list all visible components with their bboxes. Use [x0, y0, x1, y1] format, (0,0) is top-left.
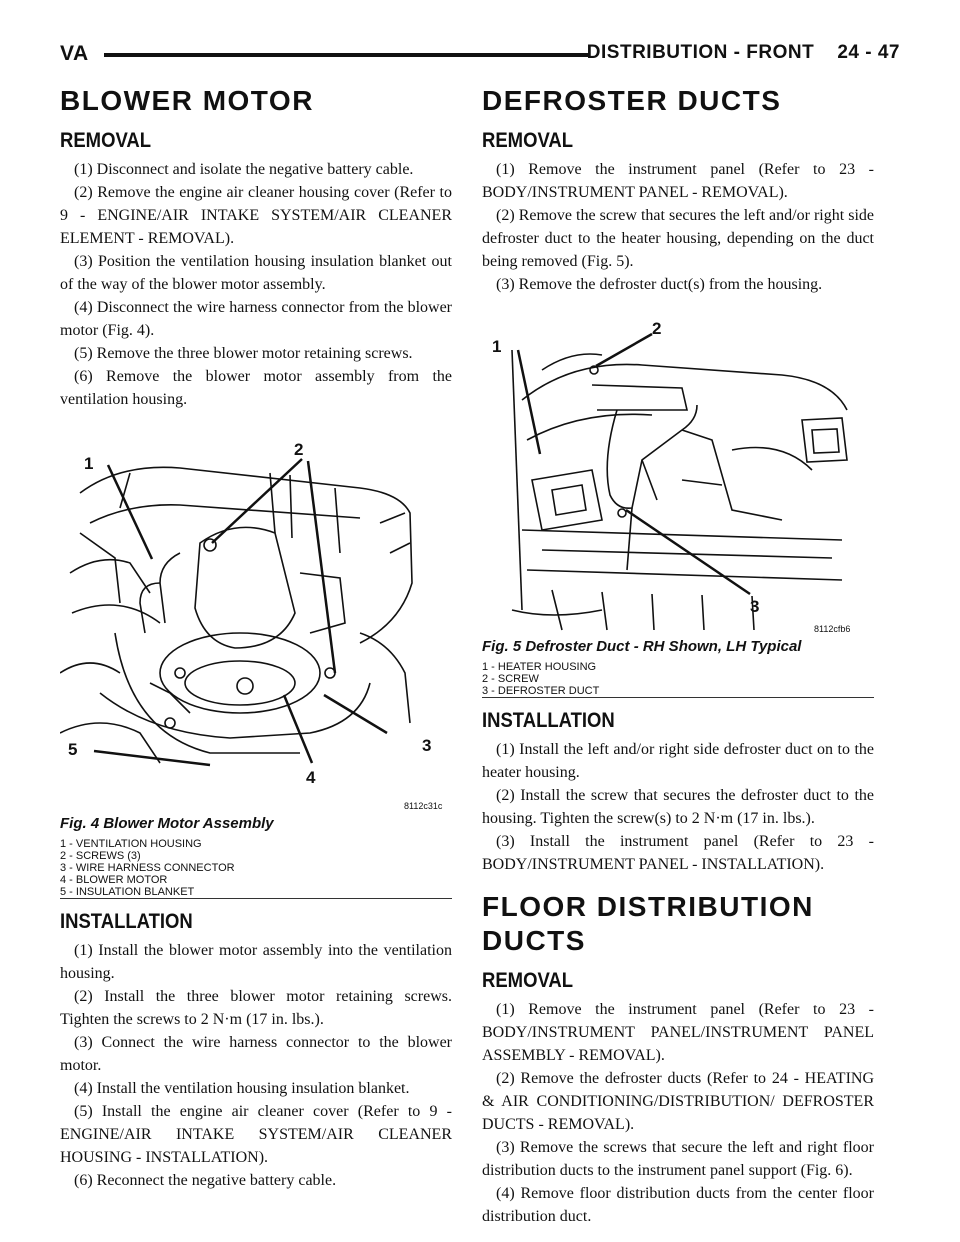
- legend-item: 4 - BLOWER MOTOR: [60, 874, 168, 886]
- legend-item: 1 - VENTILATION HOUSING: [60, 838, 202, 850]
- heading-installation: INSTALLATION: [60, 910, 193, 933]
- legend-item: 2 - SCREWS (3): [60, 850, 141, 862]
- step: (5) Remove the three blower motor retaining screws.: [74, 345, 413, 362]
- legend-item: 1 - HEATER HOUSING: [482, 661, 597, 673]
- header-page-title: DISTRIBUTION - FRONT 24 - 47: [586, 42, 900, 63]
- header-section-code: VA: [60, 42, 89, 65]
- section-title-floor-distribution-ducts: FLOOR DISTRIBUTION DUCTS: [482, 891, 814, 956]
- step: (3) Remove the screws that secure the left and right floor distribution ducts to the instrument panel support (Fig. 6).: [482, 1139, 874, 1179]
- figure-legend: [482, 661, 874, 697]
- step: (1) Install the blower motor assembly into the ventilation housing.: [60, 942, 452, 982]
- section-title-defroster-ducts: DEFROSTER DUCTS: [482, 85, 782, 116]
- step: (6) Remove the blower motor assembly from the ventilation housing.: [60, 368, 452, 408]
- blower-motor-illustration: [60, 433, 452, 811]
- step: (2) Install the three blower motor retaining screws. Tighten the screws to 2 N·m (17 in. lbs.).: [60, 988, 452, 1028]
- figure-legend: [60, 838, 452, 898]
- step: (3) Position the ventilation housing insulation blanket out of the way of the blower motor assembly.: [60, 253, 452, 293]
- figure-caption: Fig. 4 Blower Motor Assembly: [60, 815, 274, 832]
- step: (1) Install the left and/or right side defroster duct on to the heater housing.: [482, 741, 874, 781]
- right-column: [482, 84, 874, 1228]
- page-header: [60, 36, 900, 76]
- step: (1) Remove the instrument panel (Refer to 23 - BODY/INSTRUMENT PANEL - REMOVAL).: [482, 161, 874, 201]
- figure-caption: Fig. 5 Defroster Duct - RH Shown, LH Typical: [482, 638, 802, 655]
- figure-code: 8112cfb6: [814, 624, 851, 634]
- callout-3: 3: [750, 597, 760, 616]
- heading-removal: REMOVAL: [482, 129, 574, 152]
- legend-item: 3 - WIRE HARNESS CONNECTOR: [60, 862, 235, 874]
- step: (2) Remove the screw that secures the left and/or right side defroster duct to the heater housing, depending on the duct being removed (Fig. 5).: [482, 207, 874, 270]
- step: (4) Install the ventilation housing insulation blanket.: [74, 1080, 410, 1097]
- legend-item: 3 - DEFROSTER DUCT: [482, 685, 600, 697]
- figure-defroster-duct: [482, 310, 874, 698]
- step: (1) Remove the instrument panel (Refer to 23 - BODY/INSTRUMENT PANEL/INSTRUMENT PANEL ASSEMBLY - REMOVAL).: [482, 1001, 874, 1064]
- callout-4: 4: [306, 768, 316, 787]
- legend-item: 2 - SCREW: [482, 673, 539, 685]
- callout-5: 5: [68, 740, 78, 759]
- step: (5) Install the engine air cleaner cover (Refer to 9 - ENGINE/AIR INTAKE SYSTEM/AIR CLEANER HOUSING - INSTALLATION).: [60, 1103, 452, 1166]
- step: (3) Install the instrument panel (Refer to 23 - BODY/INSTRUMENT PANEL - INSTALLATION).: [482, 833, 874, 873]
- figure-code: 8112c31c: [404, 801, 443, 811]
- heading-installation: INSTALLATION: [482, 709, 615, 732]
- figure-blower-motor: [60, 433, 452, 899]
- step: (4) Disconnect the wire harness connector from the blower motor (Fig. 4).: [60, 299, 452, 339]
- header-rule: [104, 53, 590, 57]
- step: (2) Install the screw that secures the defroster duct to the housing. Tighten the screw(s) to 2 N·m (17 in. lbs.).: [482, 787, 874, 827]
- callout-2: 2: [652, 319, 662, 338]
- callout-1: 1: [492, 337, 502, 356]
- section-spacer: [482, 876, 874, 890]
- step: (3) Remove the defroster duct(s) from the housing.: [496, 276, 823, 293]
- section-title-blower-motor: BLOWER MOTOR: [60, 85, 314, 116]
- callout-1: 1: [84, 454, 94, 473]
- heading-removal: REMOVAL: [60, 129, 152, 152]
- step: (4) Remove floor distribution ducts from the center floor distribution duct.: [482, 1185, 874, 1225]
- heading-removal: REMOVAL: [482, 969, 574, 992]
- legend-item: 5 - INSULATION BLANKET: [60, 886, 195, 898]
- step: (2) Remove the engine air cleaner housing cover (Refer to 9 - ENGINE/AIR INTAKE SYSTEM/AIR CLEANER ELEMENT - REMOVAL).: [60, 184, 452, 247]
- callout-3: 3: [422, 736, 432, 755]
- callout-2: 2: [294, 440, 304, 459]
- defroster-duct-illustration: [482, 310, 874, 634]
- step: (2) Remove the defroster ducts (Refer to 24 - HEATING & AIR CONDITIONING/DISTRIBUTION/ DEFROSTER DUCTS - REMOVAL).: [482, 1070, 874, 1133]
- step: (1) Disconnect and isolate the negative battery cable.: [74, 161, 414, 178]
- left-column: [60, 84, 452, 1192]
- step: (6) Reconnect the negative battery cable.: [74, 1172, 337, 1189]
- step: (3) Connect the wire harness connector to the blower motor.: [60, 1034, 452, 1074]
